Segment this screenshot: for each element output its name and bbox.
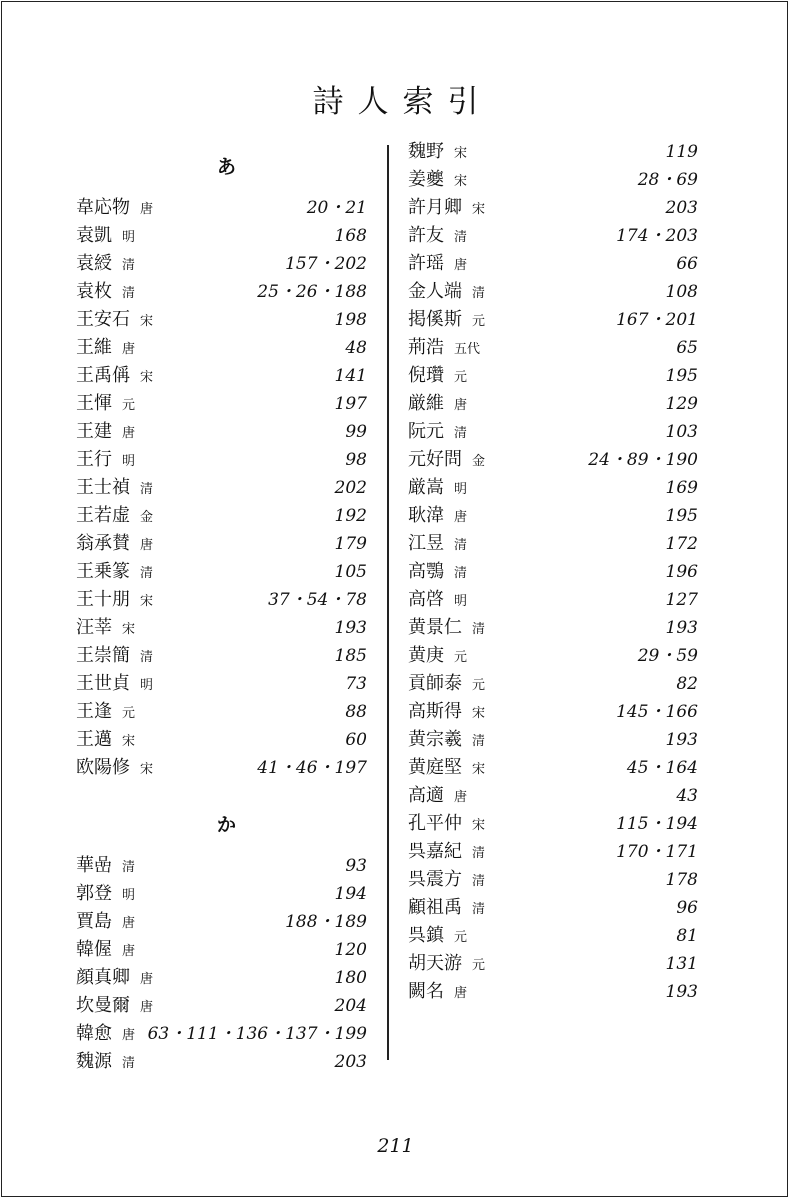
dynasty-label: 宋 — [122, 622, 136, 637]
poet-name: 厳嵩 — [408, 477, 444, 498]
index-entry — [76, 250, 367, 278]
page-reference: 203 — [665, 198, 698, 218]
page-reference: 119 — [665, 142, 698, 162]
poet-name: 王行 — [76, 449, 112, 470]
page-reference: 202 — [334, 478, 367, 498]
page-reference: 204 — [334, 996, 367, 1016]
page-reference: 25・26・188 — [257, 282, 367, 302]
poet-name: 許瑶 — [408, 253, 444, 274]
index-entry — [408, 474, 698, 502]
poet-name: 韋応物 — [76, 197, 130, 218]
dynasty-label: 唐 — [454, 258, 468, 273]
page-reference: 48 — [345, 338, 367, 358]
index-entry — [408, 306, 698, 334]
index-entry — [408, 754, 698, 782]
dynasty-label: 唐 — [140, 538, 154, 553]
poet-name: 高適 — [408, 785, 444, 806]
poet-name: 黄景仁 — [408, 617, 462, 638]
index-entry — [76, 418, 367, 446]
page-reference: 81 — [676, 926, 698, 946]
page-number: 211 — [377, 1135, 414, 1157]
dynasty-label: 清 — [122, 860, 136, 875]
dynasty-label: 元 — [454, 930, 468, 945]
page-reference: 195 — [665, 366, 698, 386]
page-reference: 120 — [334, 940, 367, 960]
page-reference: 195 — [665, 506, 698, 526]
poet-name: 高鶚 — [408, 561, 444, 582]
poet-name: 王十朋 — [76, 589, 130, 610]
dynasty-label: 清 — [472, 902, 486, 917]
dynasty-label: 清 — [472, 734, 486, 749]
page-reference: 188・189 — [285, 912, 367, 932]
page-reference: 169 — [665, 478, 698, 498]
dynasty-label: 宋 — [454, 146, 468, 161]
poet-name: 王建 — [76, 421, 112, 442]
dynasty-label: 宋 — [472, 818, 486, 833]
poet-name: 魏源 — [76, 1051, 112, 1072]
index-entry — [408, 362, 698, 390]
dynasty-label: 清 — [140, 566, 154, 581]
index-entry — [408, 950, 698, 978]
dynasty-label: 清 — [140, 482, 154, 497]
page-reference: 37・54・78 — [268, 590, 367, 610]
section-gap — [76, 782, 367, 810]
dynasty-label: 明 — [122, 230, 136, 245]
poet-name: 元好問 — [408, 449, 462, 470]
page-reference: 98 — [345, 450, 367, 470]
index-entry — [408, 642, 698, 670]
poet-name: 掲傒斯 — [408, 309, 462, 330]
index-entry — [76, 502, 367, 530]
poet-name: 闕名 — [408, 981, 444, 1002]
index-entry — [408, 978, 698, 1006]
index-entry — [408, 558, 698, 586]
poet-name: 王惲 — [76, 393, 112, 414]
index-entry — [408, 390, 698, 418]
index-entry — [408, 670, 698, 698]
index-entry — [408, 614, 698, 642]
poet-name: 呉震方 — [408, 869, 462, 890]
dynasty-label: 明 — [454, 594, 468, 609]
dynasty-label: 唐 — [454, 790, 468, 805]
poet-name: 韓偓 — [76, 939, 112, 960]
poet-name: 阮元 — [408, 421, 444, 442]
poet-name: 袁枚 — [76, 281, 112, 302]
page-reference: 105 — [334, 562, 367, 582]
dynasty-label: 唐 — [122, 342, 136, 357]
poet-name: 黄庭堅 — [408, 757, 462, 778]
poet-name: 汪莘 — [76, 617, 112, 638]
dynasty-label: 元 — [472, 314, 486, 329]
page-reference: 63・111・136・137・199 — [147, 1024, 367, 1044]
page-reference: 192 — [334, 506, 367, 526]
poet-name: 賈島 — [76, 911, 112, 932]
index-entry — [76, 1048, 367, 1076]
section-heading: か — [216, 814, 236, 836]
page-reference: 73 — [345, 674, 367, 694]
poet-name: 荊浩 — [408, 337, 444, 358]
index-entry — [76, 1020, 367, 1048]
page-reference: 82 — [676, 674, 698, 694]
index-entry — [76, 334, 367, 362]
index-entry — [76, 670, 367, 698]
page-title: 詩人索引 — [312, 84, 493, 120]
index-entry — [408, 194, 698, 222]
index-entry — [76, 726, 367, 754]
page-reference: 20・21 — [306, 198, 367, 218]
page-reference: 194 — [334, 884, 367, 904]
page-reference: 66 — [676, 254, 698, 274]
page-reference: 28・69 — [637, 170, 698, 190]
index-entry — [408, 894, 698, 922]
index-column-left — [76, 152, 367, 1076]
page-reference: 193 — [665, 618, 698, 638]
poet-name: 呉嘉紀 — [408, 841, 462, 862]
index-entry — [76, 852, 367, 880]
poet-name: 王邁 — [76, 729, 112, 750]
page-reference: 131 — [665, 954, 698, 974]
dynasty-label: 清 — [454, 230, 468, 245]
index-entry — [408, 922, 698, 950]
page-reference: 193 — [665, 982, 698, 1002]
dynasty-label: 清 — [454, 538, 468, 553]
dynasty-label: 宋 — [140, 762, 154, 777]
poet-name: 袁凱 — [76, 225, 112, 246]
page-reference: 193 — [334, 618, 367, 638]
poet-name: 魏野 — [408, 141, 444, 162]
poet-name: 江昱 — [408, 533, 444, 554]
dynasty-label: 宋 — [472, 202, 486, 217]
index-entry — [76, 614, 367, 642]
page-reference: 178 — [665, 870, 698, 890]
dynasty-label: 唐 — [122, 1028, 136, 1043]
index-entry — [76, 558, 367, 586]
dynasty-label: 宋 — [140, 370, 154, 385]
index-entry — [408, 222, 698, 250]
page-reference: 141 — [334, 366, 367, 386]
page-reference: 174・203 — [616, 226, 698, 246]
dynasty-label: 宋 — [122, 734, 136, 749]
dynasty-label: 金 — [472, 454, 486, 469]
index-entry — [408, 502, 698, 530]
index-entry — [76, 446, 367, 474]
page-reference: 193 — [665, 730, 698, 750]
page-reference: 145・166 — [616, 702, 698, 722]
index-entry — [408, 530, 698, 558]
index-entry — [76, 222, 367, 250]
index-entry — [76, 880, 367, 908]
index-entry — [76, 908, 367, 936]
poet-name: 姜夔 — [408, 169, 444, 190]
index-entry — [408, 166, 698, 194]
page-reference: 203 — [334, 1052, 367, 1072]
page-reference: 65 — [676, 338, 698, 358]
index-entry — [76, 306, 367, 334]
poet-name: 胡天游 — [408, 953, 462, 974]
poet-name: 王安石 — [76, 309, 130, 330]
index-entry — [76, 754, 367, 782]
index-entry — [76, 586, 367, 614]
page-reference: 43 — [676, 786, 698, 806]
dynasty-label: 唐 — [122, 426, 136, 441]
dynasty-label: 明 — [454, 482, 468, 497]
page-reference: 196 — [665, 562, 698, 582]
page-reference: 41・46・197 — [257, 758, 367, 778]
dynasty-label: 唐 — [454, 510, 468, 525]
poet-name: 耿湋 — [408, 505, 444, 526]
page-reference: 129 — [665, 394, 698, 414]
dynasty-label: 明 — [140, 678, 154, 693]
index-entry — [408, 278, 698, 306]
page-reference: 96 — [676, 898, 698, 918]
dynasty-label: 金 — [140, 510, 154, 525]
index-entry — [408, 866, 698, 894]
column-divider — [387, 145, 389, 1060]
page-reference: 24・89・190 — [588, 450, 698, 470]
dynasty-label: 元 — [454, 370, 468, 385]
poet-name: 許友 — [408, 225, 444, 246]
index-entry — [408, 838, 698, 866]
poet-name: 袁綬 — [76, 253, 112, 274]
page-reference: 198 — [334, 310, 367, 330]
page-reference: 108 — [665, 282, 698, 302]
index-entry — [76, 936, 367, 964]
index-entry — [76, 698, 367, 726]
dynasty-label: 清 — [454, 566, 468, 581]
page-reference: 60 — [345, 730, 367, 750]
page-reference: 172 — [665, 534, 698, 554]
dynasty-label: 五代 — [454, 342, 481, 357]
dynasty-label: 清 — [472, 622, 486, 637]
dynasty-label: 唐 — [140, 202, 154, 217]
index-entry — [408, 810, 698, 838]
index-entry — [76, 530, 367, 558]
index-entry — [76, 390, 367, 418]
index-entry — [408, 334, 698, 362]
dynasty-label: 元 — [122, 706, 136, 721]
index-entry — [76, 278, 367, 306]
dynasty-label: 清 — [454, 426, 468, 441]
dynasty-label: 元 — [472, 678, 486, 693]
poet-name: 貢師泰 — [408, 673, 462, 694]
poet-name: 呉鎮 — [408, 925, 444, 946]
poet-name: 顧祖禹 — [408, 897, 462, 918]
index-entry — [408, 250, 698, 278]
page-reference: 185 — [334, 646, 367, 666]
page-reference: 45・164 — [626, 758, 698, 778]
dynasty-label: 元 — [122, 398, 136, 413]
dynasty-label: 明 — [122, 454, 136, 469]
poet-name: 韓愈 — [76, 1023, 112, 1044]
index-entry — [76, 964, 367, 992]
poet-name: 王世貞 — [76, 673, 130, 694]
page-reference: 103 — [665, 422, 698, 442]
dynasty-label: 唐 — [454, 398, 468, 413]
index-entry — [408, 586, 698, 614]
poet-name: 顔真卿 — [76, 967, 130, 988]
poet-name: 王禹偁 — [76, 365, 130, 386]
index-entry — [408, 782, 698, 810]
index-entry — [408, 446, 698, 474]
dynasty-label: 唐 — [454, 986, 468, 1001]
poet-name: 高啓 — [408, 589, 444, 610]
dynasty-label: 元 — [472, 958, 486, 973]
poet-name: 許月卿 — [408, 197, 462, 218]
poet-name: 王士禎 — [76, 477, 130, 498]
page-reference: 170・171 — [616, 842, 698, 862]
dynasty-label: 元 — [454, 650, 468, 665]
page-reference: 167・201 — [616, 310, 698, 330]
section-spacer — [76, 182, 367, 194]
poet-name: 翁承賛 — [76, 533, 130, 554]
poet-name: 黄庚 — [408, 645, 444, 666]
poet-name: 王崇簡 — [76, 645, 130, 666]
poet-name: 黄宗羲 — [408, 729, 462, 750]
poet-name: 王乗篆 — [76, 561, 130, 582]
dynasty-label: 宋 — [472, 706, 486, 721]
poet-name: 高斯得 — [408, 701, 462, 722]
page-reference: 99 — [345, 422, 367, 442]
index-entry — [408, 698, 698, 726]
index-entry — [408, 418, 698, 446]
page-reference: 115・194 — [616, 814, 698, 834]
page-reference: 157・202 — [285, 254, 367, 274]
page-reference: 29・59 — [637, 646, 698, 666]
dynasty-label: 清 — [472, 874, 486, 889]
dynasty-label: 清 — [472, 846, 486, 861]
index-entry — [408, 138, 698, 166]
page-reference: 93 — [345, 856, 367, 876]
poet-name: 倪瓚 — [408, 365, 444, 386]
poet-name: 郭登 — [76, 883, 112, 904]
poet-name: 欧陽修 — [76, 757, 130, 778]
index-entry — [408, 726, 698, 754]
poet-name: 王若虚 — [76, 505, 130, 526]
dynasty-label: 清 — [472, 286, 486, 301]
dynasty-label: 清 — [122, 258, 136, 273]
poet-name: 坎曼爾 — [76, 995, 130, 1016]
dynasty-label: 唐 — [122, 916, 136, 931]
dynasty-label: 明 — [122, 888, 136, 903]
poet-name: 華嵒 — [76, 855, 112, 876]
dynasty-label: 唐 — [140, 1000, 154, 1015]
dynasty-label: 宋 — [140, 594, 154, 609]
dynasty-label: 清 — [122, 286, 136, 301]
dynasty-label: 宋 — [454, 174, 468, 189]
index-entry — [76, 992, 367, 1020]
section-heading: あ — [216, 156, 236, 178]
dynasty-label: 清 — [140, 650, 154, 665]
poet-name: 孔平仲 — [408, 813, 462, 834]
poet-name: 厳維 — [408, 393, 444, 414]
index-entry — [76, 642, 367, 670]
dynasty-label: 宋 — [472, 762, 486, 777]
dynasty-label: 清 — [122, 1056, 136, 1071]
index-entry — [76, 474, 367, 502]
poet-name: 王維 — [76, 337, 112, 358]
poet-name: 金人端 — [408, 281, 462, 302]
page-reference: 88 — [345, 702, 367, 722]
dynasty-label: 宋 — [140, 314, 154, 329]
page-reference: 197 — [334, 394, 367, 414]
index-entry — [76, 194, 367, 222]
page-reference: 127 — [665, 590, 698, 610]
page-reference: 168 — [334, 226, 367, 246]
poet-name: 王逢 — [76, 701, 112, 722]
page-reference: 180 — [334, 968, 367, 988]
section-spacer — [76, 840, 367, 852]
index-entry — [76, 362, 367, 390]
dynasty-label: 唐 — [122, 944, 136, 959]
page-reference: 179 — [334, 534, 367, 554]
index-column-right — [408, 138, 698, 1006]
dynasty-label: 唐 — [140, 972, 154, 987]
